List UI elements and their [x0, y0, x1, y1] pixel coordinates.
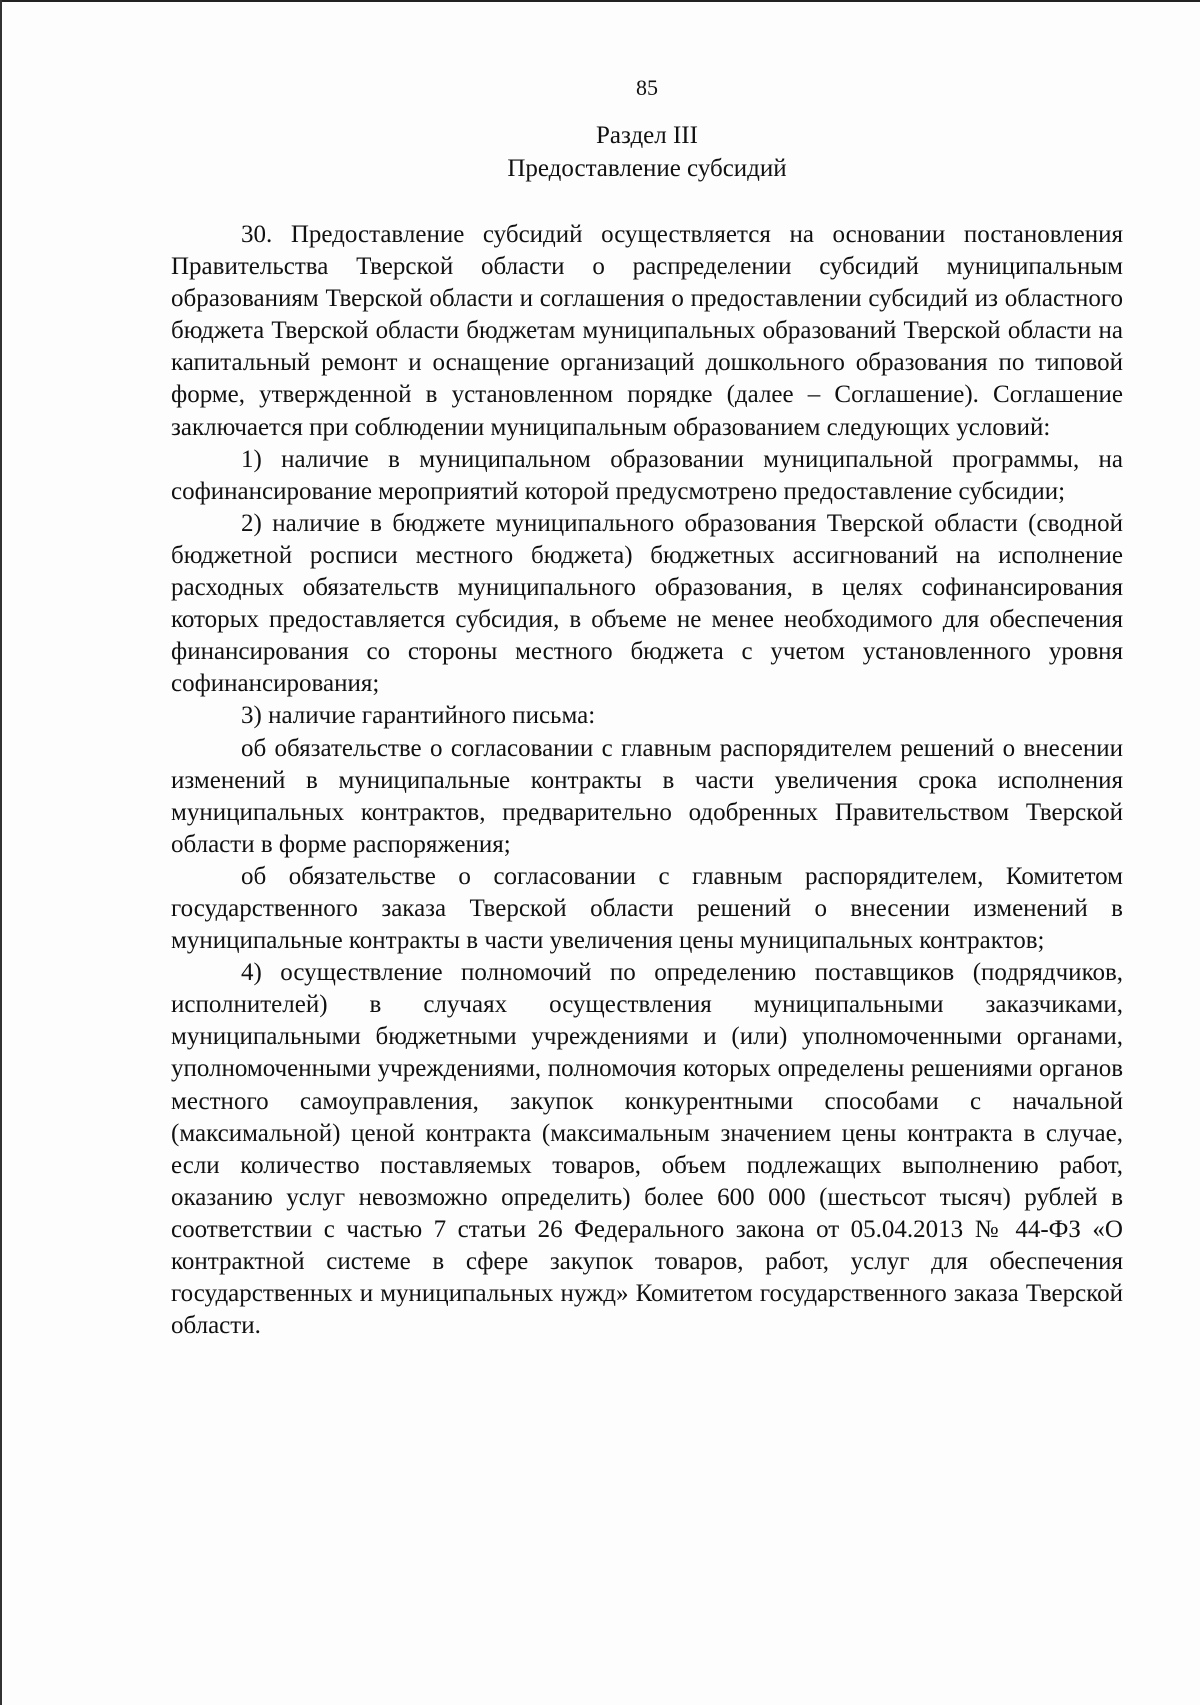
section-label: Раздел III — [596, 122, 698, 149]
paragraph-30: 30. Предоставление субсидий осуществляется на основании постановления Правительства Тверской области о распределении субсидий муниципальным образованиям Тверской области и соглашения о предоставлении субсидий из областного бюджета Тверской области бюджетам муниципальных образований Тверской области на капитальный ремонт и оснащение организаций дошкольного образования по типовой форме, утвержденной в установленном порядке (далее – Соглашение). Соглашение заключается при соблюдении муниципальным образованием следующих условий: — [171, 221, 1123, 441]
condition-2: 2) наличие в бюджете муниципального образования Тверской области (сводной бюджетной росписи местного бюджета) бюджетных ассигнований на исполнение расходных обязательств муниципального образования, в целях софинансирования которых предоставляется субсидия, в объеме не менее необходимого для обеспечения финансирования со стороны местного бюджета с учетом установленного уровня софинансирования; — [171, 509, 1123, 698]
condition-4: 4) осуществление полномочий по определению поставщиков (подрядчиков, исполнителей) в случаях осуществления муниципальными заказчиками, муниципальными бюджетными учреждениями и (или) уполномоченными органами, уполномоченными учреждениями, полномочия которых определены решениями органов местного самоуправления, закупок конкурентными способами с начальной (максимальной) ценой контракта (максимальным значением цены контракта в случае, если количество поставляемых товаров, объем подлежащих выполнению работ, оказанию услуг невозможно определить) более 600 000 (шестьсот тысяч) рублей в соответствии с частью 7 статьи 26 Федерального закона от 05.04.2013 № 44-ФЗ «О контрактной системе в сфере закупок товаров, работ, услуг для обеспечения государственных и муниципальных нужд» Комитетом государственного заказа Тверской области. — [171, 959, 1123, 1340]
page-number: 85 — [636, 75, 658, 100]
condition-3-obligation-term: об обязательстве о согласовании с главным распорядителем решений о внесении изменений в муниципальные контракты в части увеличения срока исполнения муниципальных контрактов, предварительно одобренных Правительством Тверской области в форме распоряжения; — [171, 734, 1123, 858]
condition-3: 3) наличие гарантийного письма: — [241, 702, 596, 730]
section-title: Предоставление субсидий — [507, 155, 787, 182]
body-text — [171, 219, 1123, 1342]
condition-1: 1) наличие в муниципальном образовании муниципальной программы, на софинансирование мероприятий которой предусмотрено предоставление субсидии; — [171, 445, 1123, 505]
condition-3-obligation-price: об обязательстве о согласовании с главным распорядителем, Комитетом государственного заказа Тверской области решений о внесении изменений в муниципальные контракты в части увеличения цены муниципальных контрактов; — [171, 862, 1123, 955]
scan-edge-top — [0, 0, 1200, 2]
section-heading — [0, 119, 1200, 185]
scan-edge-left — [0, 0, 2, 1705]
